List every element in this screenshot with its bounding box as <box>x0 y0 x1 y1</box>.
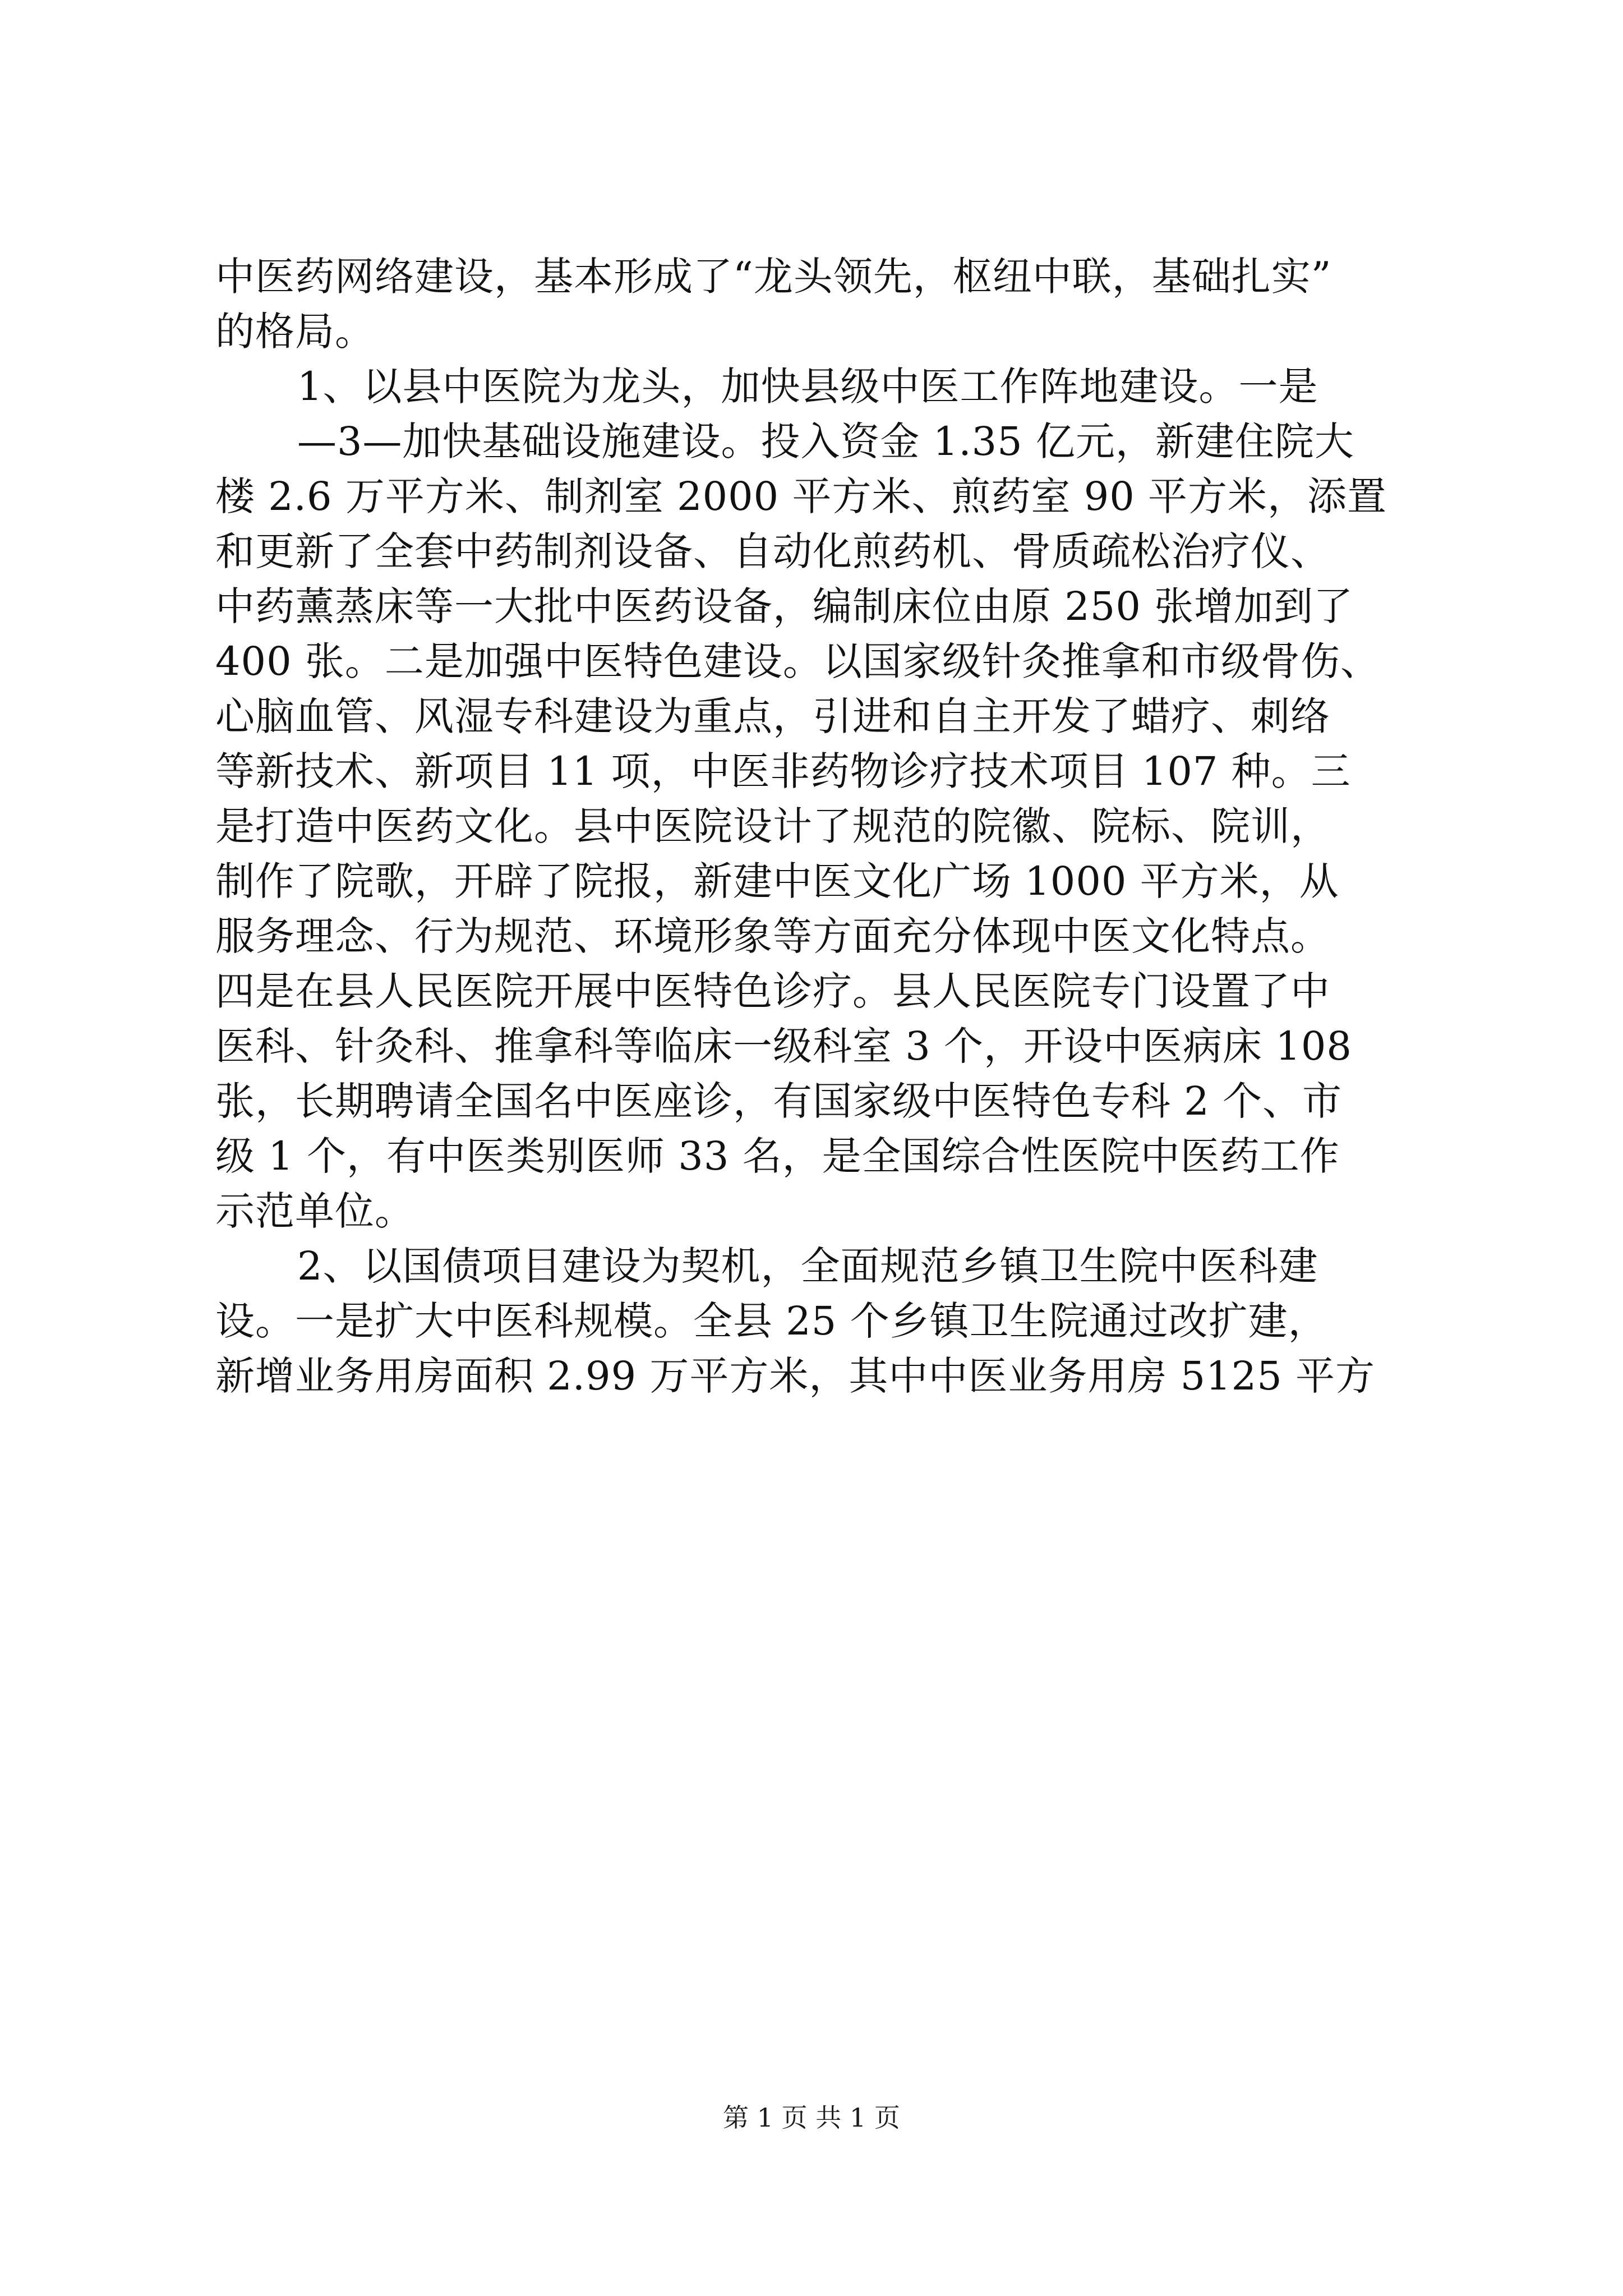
text-line: 和更新了全套中药制剂设备、自动化煎药机、骨质疏松治疗仪、 <box>215 528 1330 574</box>
text-line: 中医药网络建设，基本形成了“龙头领先，枢纽中联，基础扎实” <box>215 254 1332 300</box>
text-line: 2、以国债项目建设为契机，全面规范乡镇卫生院中医科建 <box>297 1243 1318 1289</box>
text-line: 等新技术、新项目 11 项，中医非药物诊疗技术项目 107 种。三 <box>215 748 1351 794</box>
text-line: 是打造中医药文化。县中医院设计了规范的院徽、院标、院训， <box>215 803 1330 849</box>
text-line: 的格局。 <box>215 309 375 355</box>
text-line: 设。一是扩大中医科规模。全县 25 个乡镇卫生院通过改扩建， <box>215 1298 1328 1344</box>
text-line: 示范单位。 <box>215 1188 414 1234</box>
text-line: —3—加快基础设施建设。投入资金 1.35 亿元，新建住院大 <box>297 418 1354 464</box>
text-line: 1、以县中医院为龙头，加快县级中医工作阵地建设。一是 <box>297 364 1318 409</box>
text-line: 四是在县人民医院开展中医特色诊疗。县人民医院专门设置了中 <box>215 968 1330 1014</box>
text-line: 医科、针灸科、推拿科等临床一级科室 3 个，开设中医病床 108 <box>215 1023 1352 1069</box>
page-number-footer: 第 1 页 共 1 页 <box>723 2102 900 2133</box>
text-line: 制作了院歌，开辟了院报，新建中医文化广场 1000 平方米，从 <box>215 858 1339 904</box>
text-line: 张，长期聘请全国名中医座诊，有国家级中医特色专科 2 个、市 <box>215 1078 1343 1124</box>
text-line: 级 1 个，有中医类别医师 33 名，是全国综合性医院中医药工作 <box>215 1133 1340 1179</box>
text-line: 楼 2.6 万平方米、制剂室 2000 平方米、煎药室 90 平方米，添置 <box>215 473 1387 519</box>
document-body <box>215 249 1410 1404</box>
text-line: 400 张。二是加强中医特色建设。以国家级针灸推拿和市级骨伤、 <box>215 638 1380 684</box>
text-line: 新增业务用房面积 2.99 万平方米，其中中医业务用房 5125 平方 <box>215 1353 1376 1399</box>
text-line: 中药薰蒸床等一大批中医药设备，编制床位由原 250 张增加到了 <box>215 583 1354 629</box>
text-line: 服务理念、行为规范、环境形象等方面充分体现中医文化特点。 <box>215 913 1330 959</box>
text-line: 心脑血管、风湿专科建设为重点，引进和自主开发了蜡疗、刺络 <box>215 693 1330 739</box>
